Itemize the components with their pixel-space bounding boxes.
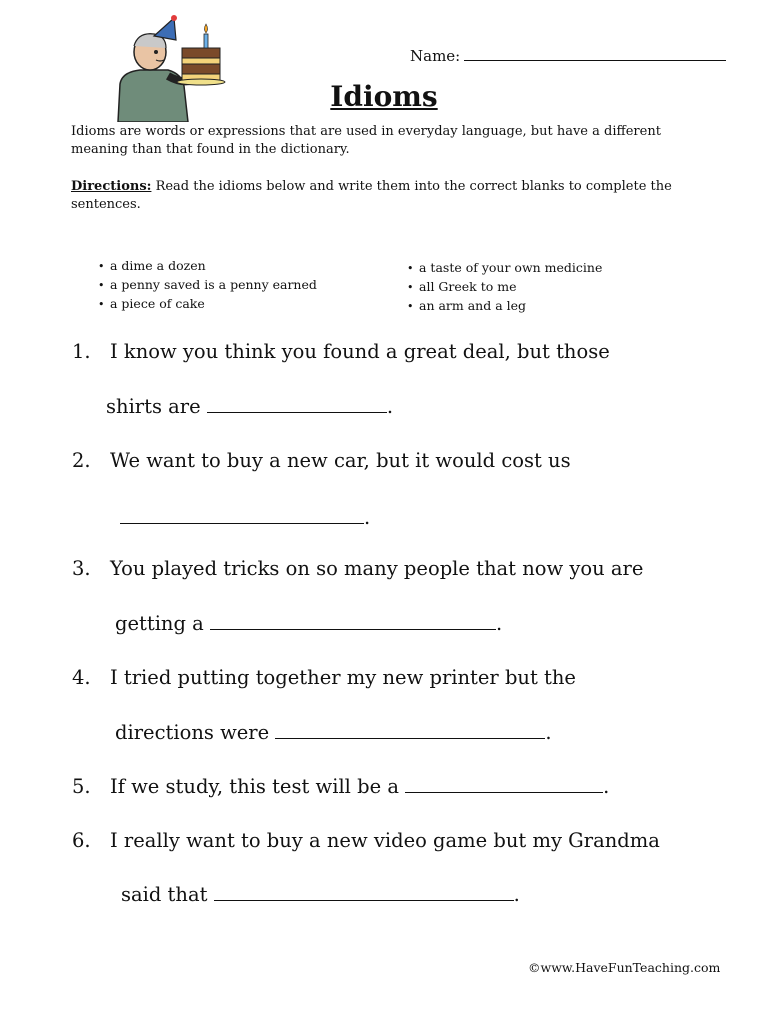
question-6-answer <box>121 883 520 907</box>
question-text: I really want to buy a new video game but my Grandma <box>110 829 660 852</box>
question-number: 4. <box>72 666 91 689</box>
idiom-item: • a taste of your own medicine <box>407 259 602 278</box>
question-4 <box>72 666 576 690</box>
question-number: 1. <box>72 340 91 363</box>
answer-suffix: . <box>496 612 503 635</box>
answer-blank[interactable] <box>275 722 545 739</box>
question-text: I tried putting together my new printer but the <box>110 666 576 689</box>
question-text: I know you think you found a great deal, but those <box>110 340 610 363</box>
directions <box>71 178 691 214</box>
answer-suffix: . <box>364 506 371 529</box>
question-number: 5. <box>72 775 91 798</box>
answer-blank[interactable] <box>214 884 514 901</box>
idiom-item: • a piece of cake <box>98 295 317 314</box>
name-blank[interactable] <box>464 46 726 61</box>
question-text: We want to buy a new car, but it would cost us <box>110 449 571 472</box>
page-title: Idioms <box>330 80 438 113</box>
question-text: If we study, this test will be a <box>110 775 406 798</box>
answer-suffix: . <box>513 883 520 906</box>
question-3-answer <box>115 612 502 636</box>
answer-prefix: said that <box>121 883 214 906</box>
idiom-item: • all Greek to me <box>407 278 602 297</box>
answer-blank[interactable] <box>405 776 603 793</box>
question-number: 3. <box>72 557 91 580</box>
question-4-answer <box>115 721 552 745</box>
answer-suffix: . <box>386 395 394 418</box>
answer-blank[interactable] <box>207 396 387 413</box>
answer-suffix: . <box>603 775 610 798</box>
directions-text: Read the idioms below and write them into the correct blanks to complete the sentences. <box>71 179 672 212</box>
question-6 <box>72 829 660 853</box>
idiom-item: • an arm and a leg <box>407 297 602 316</box>
question-3 <box>72 557 643 581</box>
idiom-item: • a penny saved is a penny earned <box>98 276 317 295</box>
name-label: Name: <box>410 47 461 65</box>
answer-prefix: getting a <box>115 612 210 635</box>
name-field[interactable] <box>410 46 726 65</box>
question-text: You played tricks on so many people that now you are <box>110 557 644 580</box>
question-2-answer <box>120 506 370 530</box>
intro-text: Idioms are words or expressions that are used in everyday language, but have a different meaning than that found in the dictionary. <box>71 124 661 157</box>
answer-prefix: shirts are <box>106 395 207 418</box>
answer-blank[interactable] <box>120 507 364 524</box>
question-number: 6. <box>72 829 91 852</box>
answer-suffix: . <box>545 721 552 744</box>
idiom-list-left <box>98 257 317 314</box>
idiom-list-right <box>407 259 602 316</box>
question-2 <box>72 449 571 473</box>
idiom-item: • a dime a dozen <box>98 257 317 276</box>
question-5 <box>72 775 609 799</box>
question-number: 2. <box>72 449 91 472</box>
copyright-footer: ©www.HaveFunTeaching.com <box>528 960 721 975</box>
answer-prefix: directions were <box>115 721 276 744</box>
question-1 <box>72 340 610 364</box>
directions-label: Directions: <box>71 179 152 194</box>
question-1-answer <box>106 395 393 419</box>
answer-blank[interactable] <box>210 613 496 630</box>
